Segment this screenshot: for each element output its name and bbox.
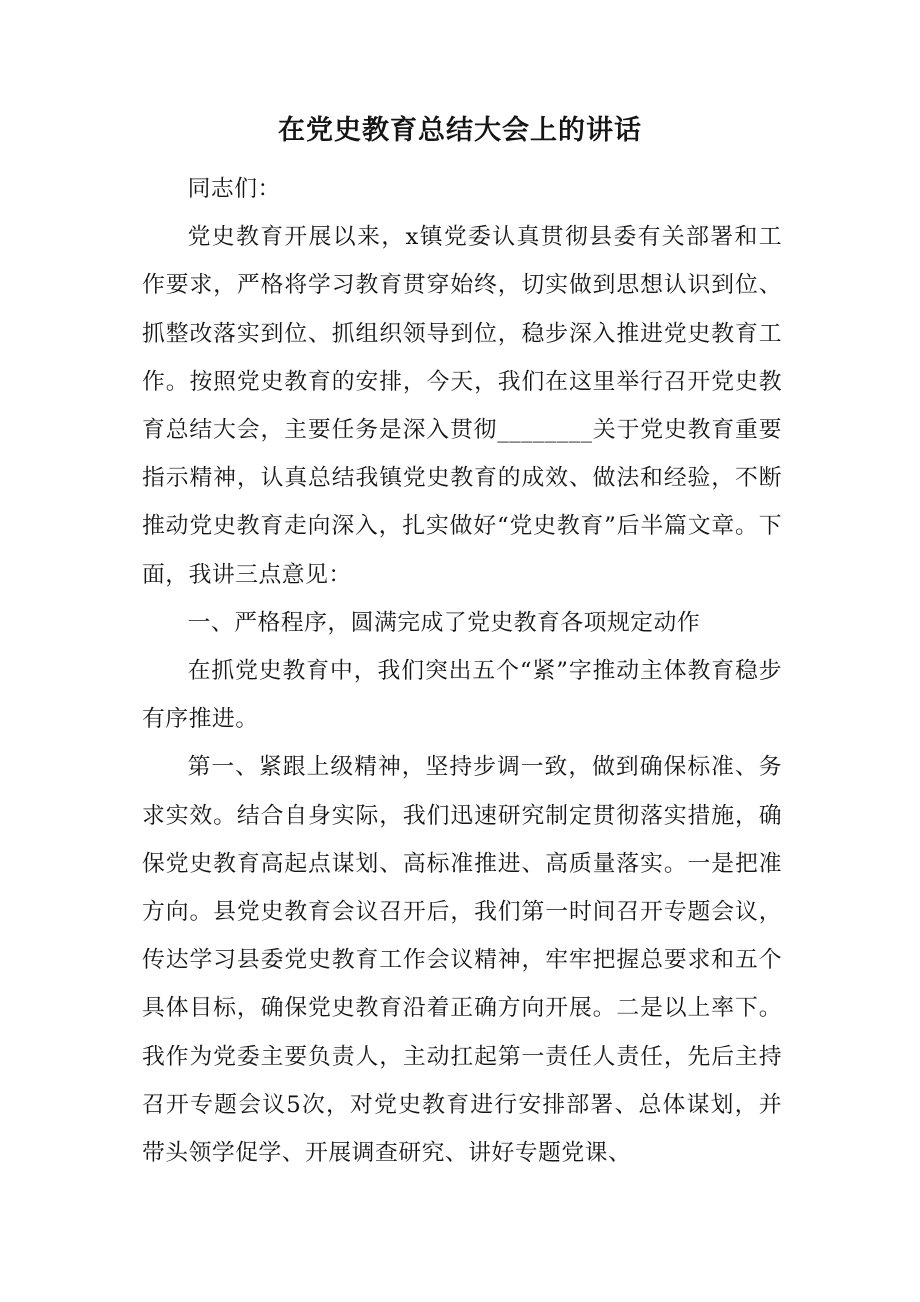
salutation: 同志们： xyxy=(187,176,281,202)
paragraph-point-1: 第一、紧跟上级精神，坚持步调一致，做到确保标准、务求实效。结合自身实际，我们迅速研究制定贯彻落实措施，确保党史教育高起点谋划、高标准推进、高质量落实。一是把准方向。县党史教育会议召开后，我们第一时间召开专题会议，传达学习县委党史教育工作会议精神，牢牢把握总要求和五个具体目标，确保党史教育沿着正确方向开展。二是以上率下。我作为党委主要负责人，主动扛起第一责任人责任，先后主持召开专题会议5次，对党史教育进行安排部署、总体谋划，并带头领学促学、开展调查研究、讲好专题党课、 xyxy=(142,754,782,1167)
paragraph-intro: 党史教育开展以来，x镇党委认真贯彻县委有关部署和工作要求，严格将学习教育贯穿始终，切实做到思想认识到位、抓整改落实到位、抓组织领导到位，稳步深入推进党史教育工作。按照党史教育的安排，今天，我们在这里举行召开党史教育总结大会，主要任务是深入贯彻________关于党史教育重要指示精神，认真总结我镇党史教育的成效、做法和经验，不断推动党史教育走向深入，扎实做好“党史教育”后半篇文章。下面，我讲三点意见： xyxy=(142,224,782,588)
document-title: 在党史教育总结大会上的讲话 xyxy=(278,115,642,146)
section-heading-1: 一、严格程序，圆满完成了党史教育各项规定动作 xyxy=(187,609,701,636)
document-body xyxy=(142,165,782,1177)
paragraph-section-intro: 在抓党史教育中，我们突出五个“紧”字推动主体教育稳步有序推进。 xyxy=(142,658,782,733)
